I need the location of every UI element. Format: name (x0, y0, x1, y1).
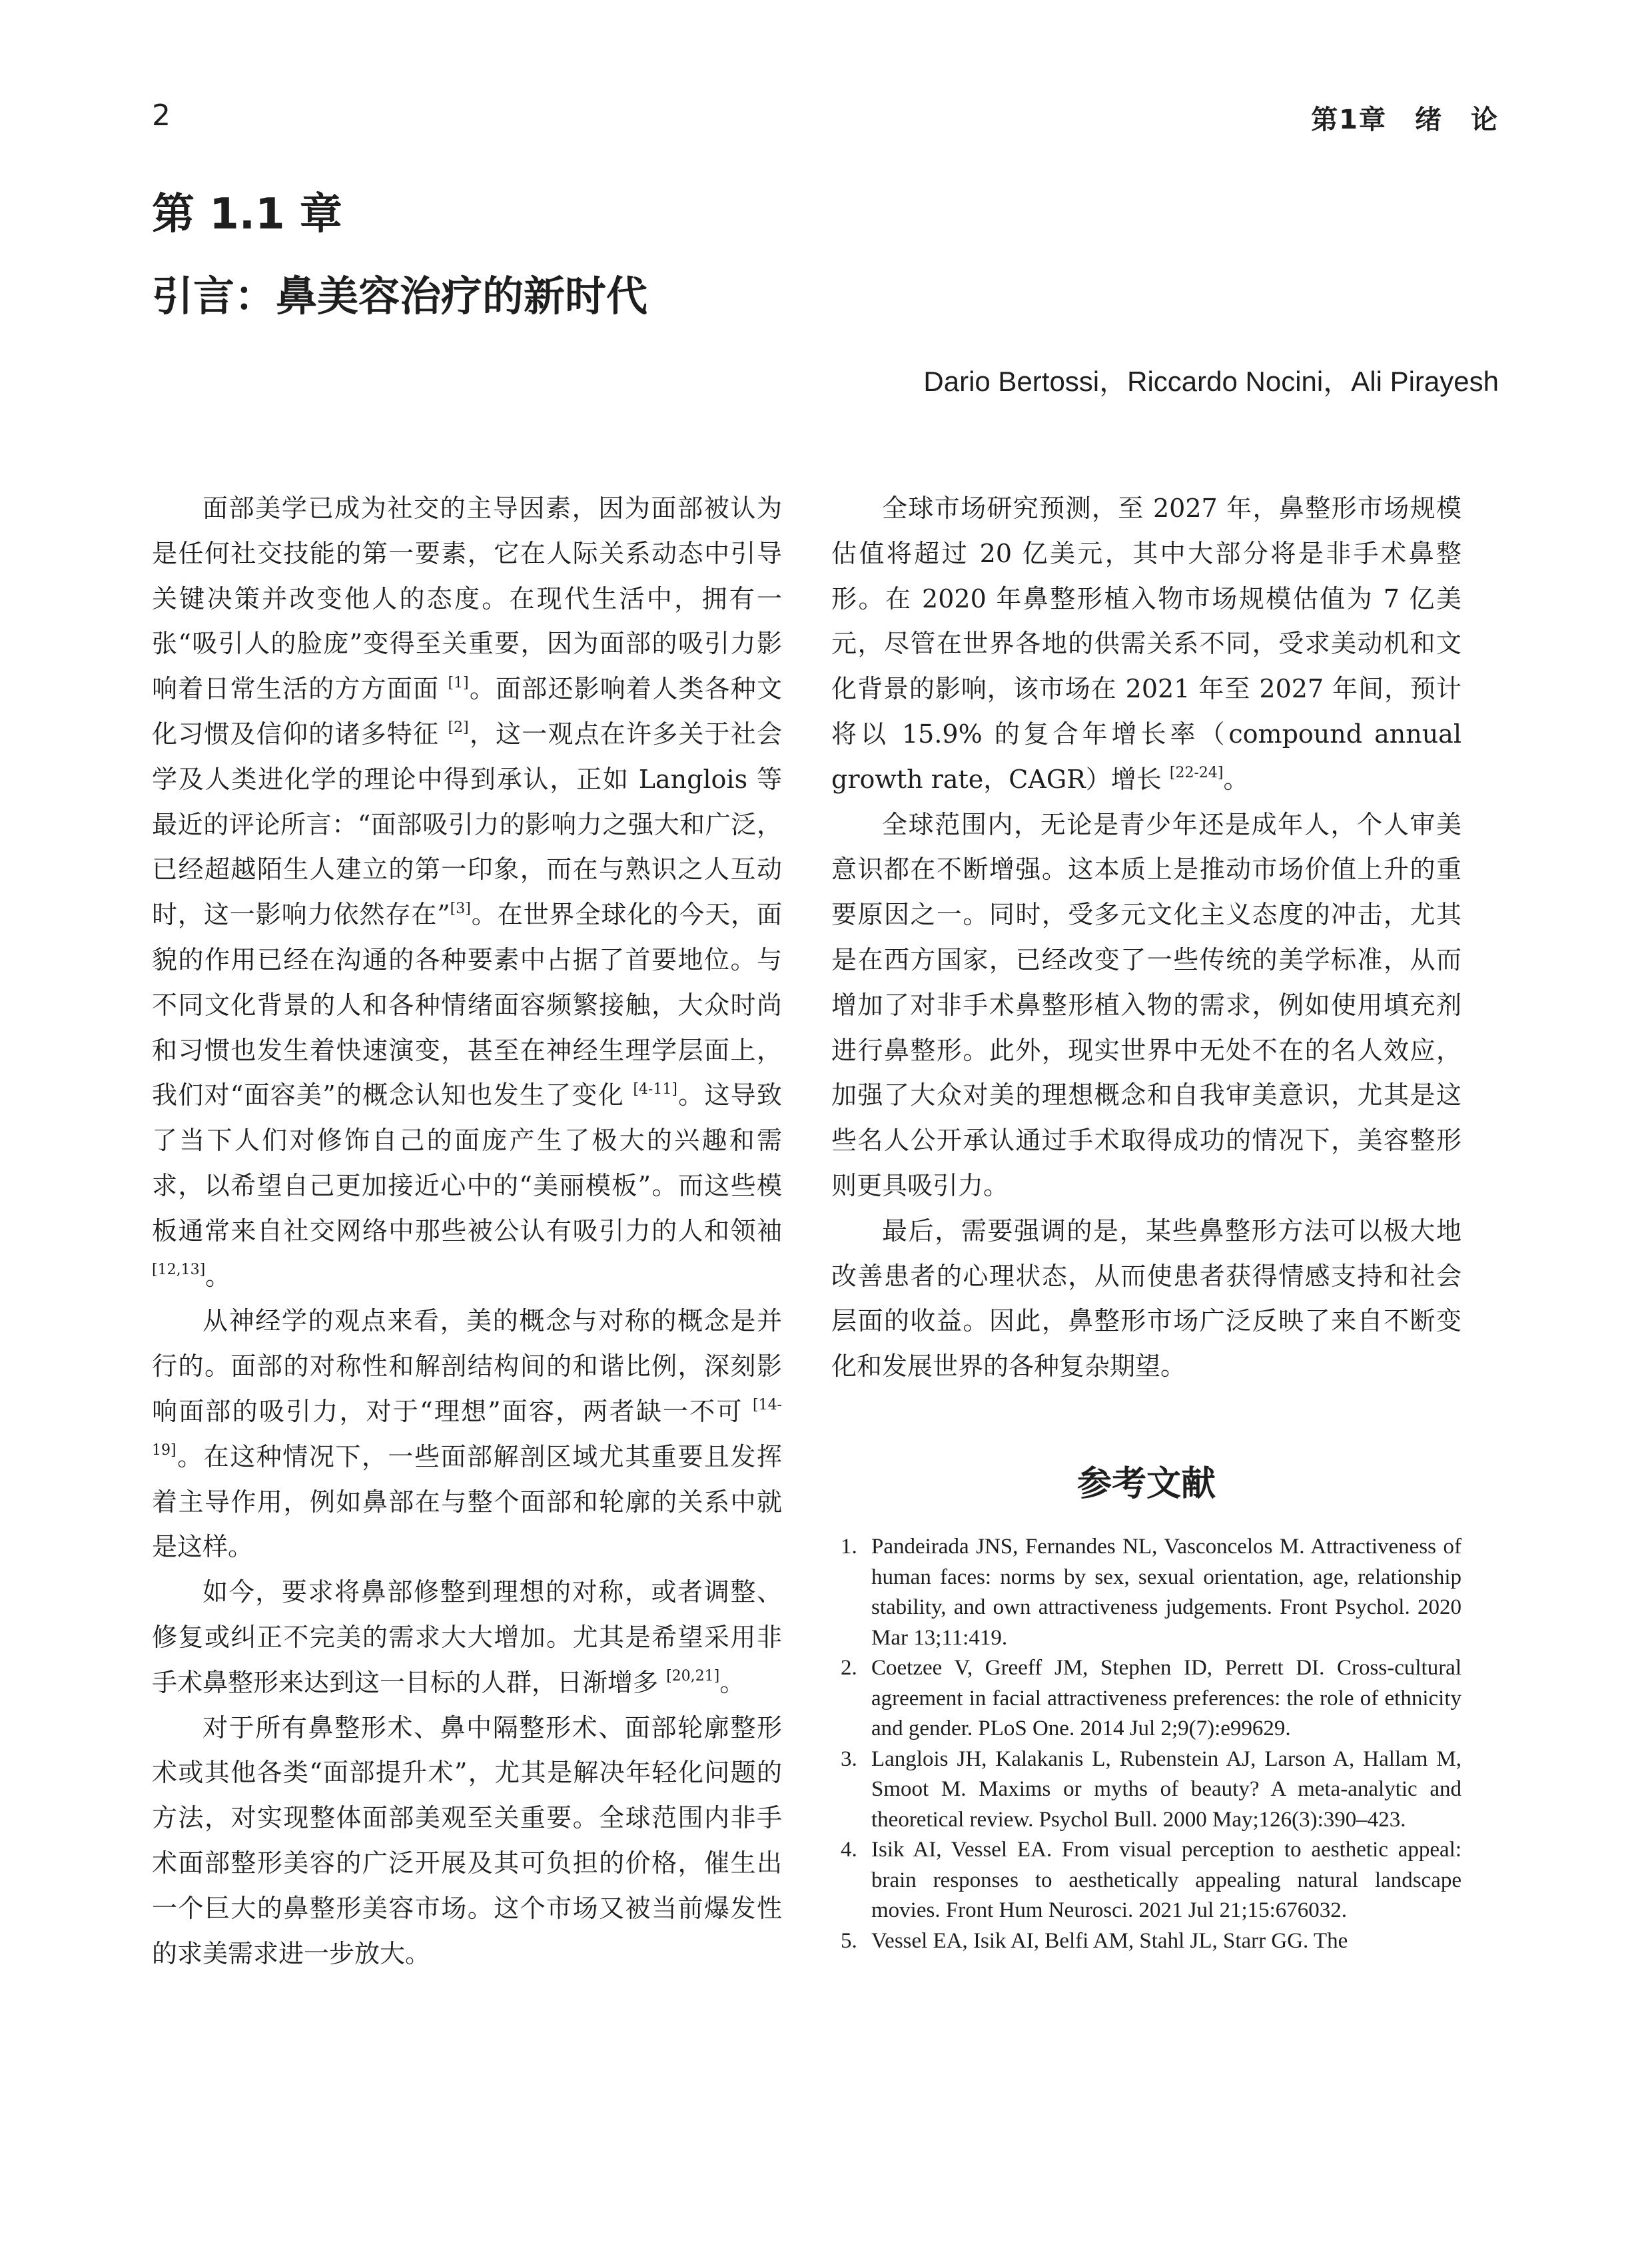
reference-text: Coetzee V, Greeff JM, Stephen ID, Perrett DI. Cross-cultural agreement in facial attractiveness preferences: the role of ethnicity and gender. PLoS One. 2014 Jul 2;9(7):e99629. (871, 1656, 1461, 1740)
paragraph-text: 全球范围内，无论是青少年还是成年人，个人审美意识都在不断增强。这本质上是推动市场价值上升的重要原因之一。同时，受多元文化主义态度的冲击，尤其是在西方国家，已经改变了一些传统的美学标准，从而增加了对非手术鼻整形植入物的需求，例如使用填充剂进行鼻整形。此外，现实世界中无处不在的名人效应，加强了大众对美的理想概念和自我审美意识，尤其是这些名人公开承认通过手术取得成功的情况下，美容整形则更具吸引力。 (831, 809, 1461, 1200)
body-paragraph (831, 803, 1461, 1209)
reference-text: Vessel EA, Isik AI, Belfi AM, Stahl JL, Starr GG. The (871, 1928, 1348, 1953)
reference-item (841, 1532, 1461, 1653)
citation-marker: [14-19] (152, 1397, 782, 1459)
body-paragraph (152, 1299, 782, 1570)
body-paragraph (152, 1706, 782, 1977)
citation-marker: [12,13] (152, 1261, 206, 1278)
citation-marker: [2] (448, 719, 469, 737)
citation-marker: [3] (450, 900, 471, 917)
reference-number: 4. (841, 1838, 857, 1862)
reference-list (841, 1532, 1461, 1956)
reference-item (841, 1744, 1461, 1836)
reference-number: 5. (841, 1928, 857, 1953)
chapter-label: 第 1.1 章 (152, 190, 342, 239)
reference-number: 1. (841, 1535, 857, 1559)
paragraph-text: 对于所有鼻整形术、鼻中隔整形术、面部轮廓整形术或其他各类“面部提升术”，尤其是解决年轻化问题的方法，对实现整体面部美观至关重要。全球范围内非手术面部整形美容的广泛开展及其可负担的价格，催生出一个巨大的鼻整形美容市场。这个市场又被当前爆发性的求美需求进一步放大。 (152, 1712, 782, 1968)
reference-item (841, 1835, 1461, 1926)
reference-number: 3. (841, 1746, 857, 1771)
citation-marker: [20,21] (666, 1668, 720, 1685)
chapter-authors: Dario Bertossi，Riccardo Nocini，Ali Pirayesh (923, 366, 1499, 397)
body-paragraph (831, 486, 1461, 803)
running-header-chapter: 第1章 绪 论 (1311, 105, 1499, 135)
references-heading: 参考文献 (1076, 1464, 1216, 1504)
citation-marker: [4-11] (633, 1080, 677, 1098)
reference-text: Isik AI, Vessel EA. From visual perception to aesthetic appeal: brain responses to aesthetically appealing natural landscape movies. Front Hum Neurosci. 2021 Jul 21;15:676032. (871, 1838, 1461, 1922)
paragraph-text: 。面部还影响着人类各种文化习惯及信仰的诸多特征 (152, 674, 782, 749)
reference-number: 2. (841, 1656, 857, 1680)
body-paragraph (152, 1570, 782, 1705)
paragraph-text: 。 (719, 1667, 745, 1697)
paragraph-text: 。 (205, 1261, 231, 1291)
reference-text: Langlois JH, Kalakanis L, Rubenstein AJ, Larson A, Hallam M, Smoot M. Maxims or myths of beauty? A meta-analytic and theoretical review. Psychol Bull. 2000 May;126(3):390–423. (871, 1746, 1461, 1832)
body-paragraph (152, 486, 782, 1299)
paragraph-text: 。在这种情况下，一些面部解剖区域尤其重要且发挥着主导作用，例如鼻部在与整个面部和轮廓的关系中就是这样。 (152, 1441, 782, 1562)
paragraph-text: 最后，需要强调的是，某些鼻整形方法可以极大地改善患者的心理状态，从而使患者获得情感支持和社会层面的收益。因此，鼻整形市场广泛反映了来自不断变化和发展世界的各种复杂期望。 (831, 1216, 1461, 1381)
paragraph-text: 。 (1223, 764, 1249, 794)
paragraph-text: 。这导致了当下人们对修饰自己的面庞产生了极大的兴趣和需求，以希望自己更加接近心中的“美丽模板”。而这些模板通常来自社交网络中那些被公认有吸引力的人和领袖 (152, 1080, 782, 1246)
paragraph-text: 从神经学的观点来看，美的概念与对称的概念是并行的。面部的对称性和解剖结构间的和谐比例，深刻影响面部的吸引力，对于“理想”面容，两者缺一不可 (152, 1306, 782, 1426)
reference-item (841, 1653, 1461, 1744)
citation-marker: [22-24] (1169, 765, 1224, 782)
reference-text: Pandeirada JNS, Fernandes NL, Vasconcelos M. Attractiveness of human faces: norms by sex, sexual orientation, age, relationship stability, and own attractiveness judgements. Front Psychol. 2020 Mar 13;11:419. (871, 1535, 1461, 1650)
paragraph-text: 全球市场研究预测，至 2027 年，鼻整形市场规模估值将超过 20 亿美元，其中大部分将是非手术鼻整形。在 2020 年鼻整形植入物市场规模估值为 7 亿美元，尽管在世界各地的供需关系不同，受求美动机和文化背景的影响，该市场在 2021 年至 2027 年间，预计将以 15.9% 的复合年增长率（compound annual growth rate，CAGR）增长 (831, 494, 1461, 794)
paragraph-text: 如今，要求将鼻部修整到理想的对称，或者调整、修复或纠正不完美的需求大大增加。尤其是希望采用非手术鼻整形来达到这一目标的人群，日渐增多 (152, 1577, 782, 1697)
paragraph-text: ，这一观点在许多关于社会学及人类进化学的理论中得到承认，正如 Langlois 等最近的评论所言：“面部吸引力的影响力之强大和广泛，已经超越陌生人建立的第一印象，而在与熟识之人互动时，这一影响力依然存在” (152, 719, 782, 930)
chapter-title: 引言：鼻美容治疗的新时代 (152, 272, 648, 320)
right-column (831, 486, 1461, 1389)
left-column (152, 486, 782, 1976)
citation-marker: [1] (448, 674, 469, 691)
paragraph-text: 。在世界全球化的今天，面貌的作用已经在沟通的各种要素中占据了首要地位。与不同文化背景的人和各种情绪面容频繁接触，大众时尚和习惯也发生着快速演变，甚至在神经生理学层面上，我们对“面容美”的概念认知也发生了变化 (152, 900, 782, 1110)
paragraph-text: 面部美学已成为社交的主导因素，因为面部被认为是任何社交技能的第一要素，它在人际关系动态中引导关键决策并改变他人的态度。在现代生活中，拥有一张“吸引人的脸庞”变得至关重要，因为面部的吸引力影响着日常生活的方方面面 (152, 494, 782, 704)
reference-item (841, 1926, 1461, 1957)
body-paragraph (831, 1209, 1461, 1389)
page-number: 2 (152, 99, 171, 133)
